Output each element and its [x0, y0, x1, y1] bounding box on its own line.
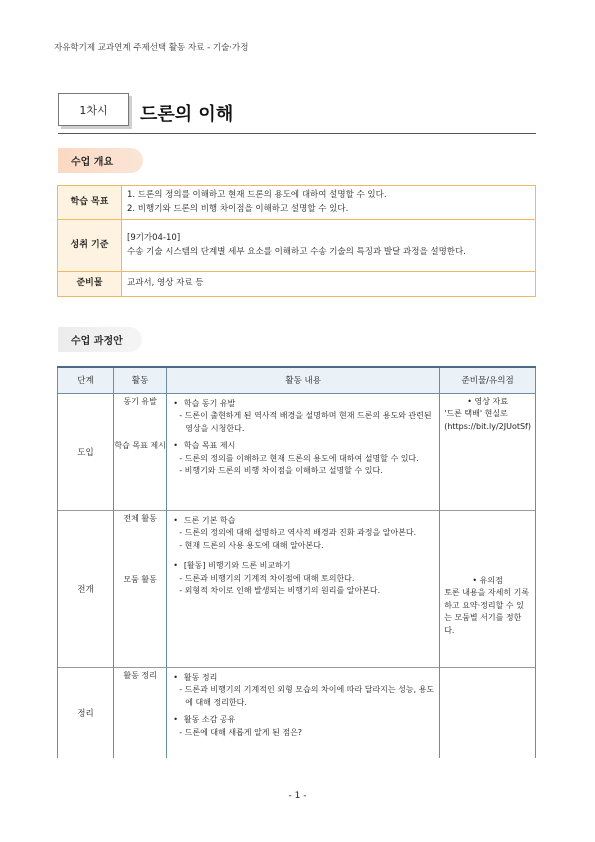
content-sub: - 드론과 비행기의 기계적인 외형 모습의 차이에 따라 달라지는 성능, 용도에 대해 정리한다.	[179, 685, 435, 707]
table-row	[58, 272, 536, 297]
content-bullet: • 드론 기본 학습	[173, 515, 435, 528]
column-header: 준비물/유의점	[440, 367, 536, 393]
table-row	[58, 220, 536, 272]
content-cell	[167, 393, 440, 510]
text-line: 1. 드론의 정의를 이해하고 현재 드론의 용도에 대하여 설명할 수 있다.	[127, 190, 387, 200]
content-sub: - 비행기와 드론의 비행 차이점을 이해하고 설명할 수 있다.	[179, 466, 383, 475]
column-header: 활동	[114, 367, 167, 393]
content-sub: - 외형적 차이로 인해 발생되는 비행기의 원리를 알아본다.	[179, 586, 381, 595]
activity-label: 동기 유발	[123, 396, 157, 406]
content-bullet: • [활동] 비행기와 드론 비교하기	[173, 560, 435, 573]
note-cell	[440, 667, 536, 758]
row-value	[122, 186, 536, 220]
activity-label: 모둠 활동	[123, 574, 157, 584]
lesson-plan-table	[57, 366, 536, 758]
activity-label: 학습 목표 제시	[114, 440, 166, 450]
row-label: 학습 목표	[58, 186, 122, 220]
content-bullet: • 학습 동기 유발	[173, 398, 435, 411]
activity-cell	[114, 393, 167, 510]
column-header: 활동 내용	[167, 367, 440, 393]
stage-cell: 전개	[58, 510, 114, 667]
stage-cell: 도입	[58, 393, 114, 510]
section-overview-heading: 수업 개요	[58, 148, 143, 173]
note-bullet: • 영상 자료	[467, 396, 508, 406]
content-sub: - 현재 드론의 사용 용도에 대해 알아본다.	[179, 540, 324, 550]
table-row	[58, 393, 536, 510]
content-sub: - 드론의 정의에 대해 설명하고 역사적 배경과 진화 과정을 알아본다.	[179, 528, 417, 537]
activity-label: 활동 정리	[123, 670, 157, 680]
column-header: 단계	[58, 367, 114, 393]
content-cell	[167, 510, 440, 667]
overview-table	[57, 185, 536, 297]
note-cell	[440, 393, 536, 510]
table-row	[58, 667, 536, 758]
note-text: '드론 택배' 현실로 (https://bit.ly/2JUotSf)	[444, 409, 531, 431]
content-sub: - 드론과 비행기의 기계적 차이점에 대해 토의한다.	[179, 573, 355, 583]
text-line: 2. 비행기와 드론의 비행 차이점을 이해하고 설명할 수 있다.	[127, 203, 349, 214]
row-label: 준비물	[58, 272, 122, 297]
section-process-heading: 수업 과정안	[58, 327, 142, 352]
content-sub: - 드론이 출현하게 된 역사적 배경을 설명하며 현재 드론의 용도와 관련된 영상을 시청한다.	[179, 411, 432, 433]
activity-cell	[114, 510, 167, 667]
text-line: [9기가04-10]	[127, 233, 181, 243]
row-label: 성취 기준	[58, 220, 122, 272]
content-sub: - 드론에 대해 새롭게 알게 된 점은?	[179, 727, 303, 737]
content-cell	[167, 667, 440, 758]
lesson-title: 드론의 이해	[140, 104, 234, 125]
text-line: 수송 기술 시스템의 단계별 세부 요소를 이해하고 수송 기술의 특징과 발달 과정을 설명한다.	[127, 246, 466, 257]
content-bullet: • 학습 목표 제시	[173, 440, 435, 453]
stage-cell: 정리	[58, 667, 114, 758]
page-number: - 1 -	[288, 791, 307, 801]
row-value: 교과서, 영상 자료 등	[122, 272, 536, 297]
title-divider	[58, 133, 536, 134]
note-bullet: • 유의점	[472, 575, 503, 585]
document-header: 자유학기제 교과연계 주제선택 활동 자료 - 기술·가정	[54, 43, 249, 53]
table-header-row	[58, 367, 536, 393]
note-cell	[440, 510, 536, 667]
lesson-badge: 1차시	[58, 93, 129, 126]
content-bullet: • 활동 소감 공유	[173, 714, 435, 727]
table-row	[58, 186, 536, 220]
content-bullet: • 활동 정리	[173, 672, 435, 685]
content-sub: - 드론의 정의를 이해하고 현재 드론의 용도에 대하여 설명할 수 있다.	[179, 453, 419, 463]
activity-label: 전체 활동	[123, 513, 157, 523]
note-text: 토론 내용을 자세히 기록하고 요약·정리할 수 있는 모둠별 서기를 정한다.	[444, 588, 530, 635]
row-value	[122, 220, 536, 272]
activity-cell	[114, 667, 167, 758]
table-row	[58, 510, 536, 667]
note-text	[440, 668, 535, 672]
